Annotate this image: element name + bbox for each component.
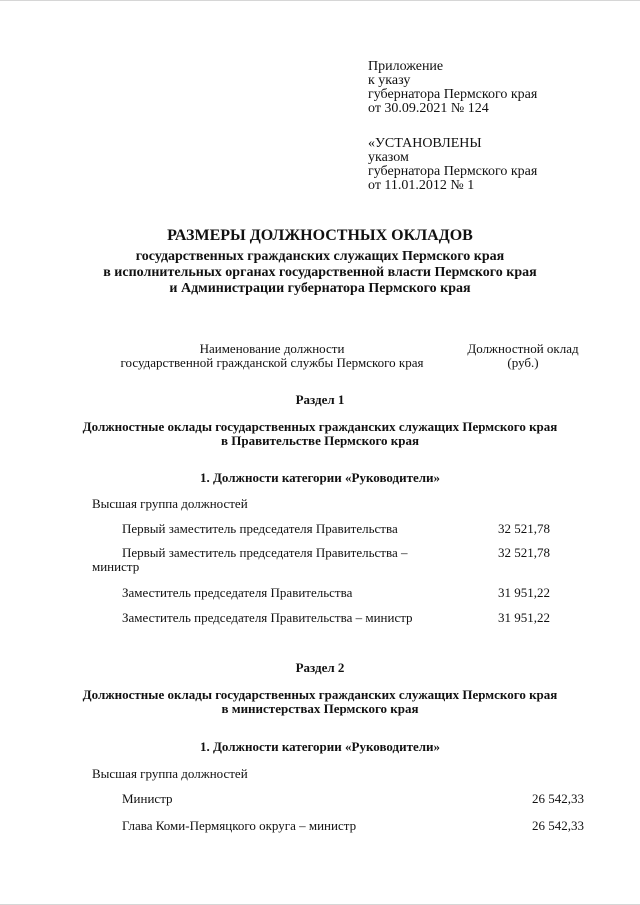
section-title-line: Должностные оклады государственных гражданских служащих Пермского края xyxy=(82,419,558,434)
position-name: Министр xyxy=(122,791,173,806)
section-title-line: в Правительстве Пермского края xyxy=(220,433,420,448)
category-heading: 1. Должности категории «Руководители» xyxy=(199,739,441,754)
column-header-name-line: государственной гражданской службы Пермского края xyxy=(120,355,424,370)
position-name: Первый заместитель председателя Правительства – xyxy=(122,545,408,560)
column-header-name-line: Наименование должности xyxy=(199,341,345,356)
section-title-line: Должностные оклады государственных гражданских служащих Пермского края xyxy=(82,687,558,702)
column-header-name xyxy=(112,342,432,370)
position-name: Первый заместитель председателя Правительства xyxy=(122,521,398,536)
group-label: Высшая группа должностей xyxy=(92,766,248,781)
column-header-salary xyxy=(458,342,588,370)
salary-value: 26 542,33 xyxy=(532,818,584,833)
position-name: Заместитель председателя Правительства xyxy=(122,585,353,600)
established-line: указом xyxy=(368,150,409,165)
appendix-block xyxy=(368,60,537,116)
position-name: Заместитель председателя Правительства – министр xyxy=(122,610,413,625)
appendix-line: Приложение xyxy=(368,59,444,74)
position-name-continuation: министр xyxy=(92,559,140,574)
salary-value: 32 521,78 xyxy=(498,545,550,560)
salary-value: 26 542,33 xyxy=(532,791,584,806)
section-heading: Раздел 1 xyxy=(295,392,345,407)
document-title: РАЗМЕРЫ ДОЛЖНОСТНЫХ ОКЛАДОВ xyxy=(167,227,473,244)
section-heading: Раздел 2 xyxy=(295,660,345,675)
appendix-line: губернатора Пермского края xyxy=(368,87,538,102)
section-title-line: в министерствах Пермского края xyxy=(221,701,419,716)
appendix-line: от 30.09.2021 № 124 xyxy=(368,101,489,116)
appendix-line: к указу xyxy=(368,73,411,88)
established-block xyxy=(368,137,537,193)
column-header-salary-line: (руб.) xyxy=(507,355,539,370)
section-title xyxy=(0,688,640,716)
salary-value: 31 951,22 xyxy=(498,610,550,625)
salary-value: 31 951,22 xyxy=(498,585,550,600)
subtitle-line: и Администрации губернатора Пермского края xyxy=(169,281,471,296)
category-heading: 1. Должности категории «Руководители» xyxy=(199,470,441,485)
established-line: от 11.01.2012 № 1 xyxy=(368,178,475,193)
established-line: «УСТАНОВЛЕНЫ xyxy=(368,136,482,151)
scan-edge-top xyxy=(0,0,640,1)
column-header-salary-line: Должностной оклад xyxy=(467,341,579,356)
section-title xyxy=(0,420,640,448)
established-line: губернатора Пермского края xyxy=(368,164,538,179)
salary-value: 32 521,78 xyxy=(498,521,550,536)
subtitle-line: в исполнительных органах государственной власти Пермского края xyxy=(103,265,537,280)
document-subtitle xyxy=(0,249,640,297)
group-label: Высшая группа должностей xyxy=(92,496,248,511)
position-name: Глава Коми-Пермяцкого округа – министр xyxy=(122,818,357,833)
subtitle-line: государственных гражданских служащих Пермского края xyxy=(135,249,505,264)
